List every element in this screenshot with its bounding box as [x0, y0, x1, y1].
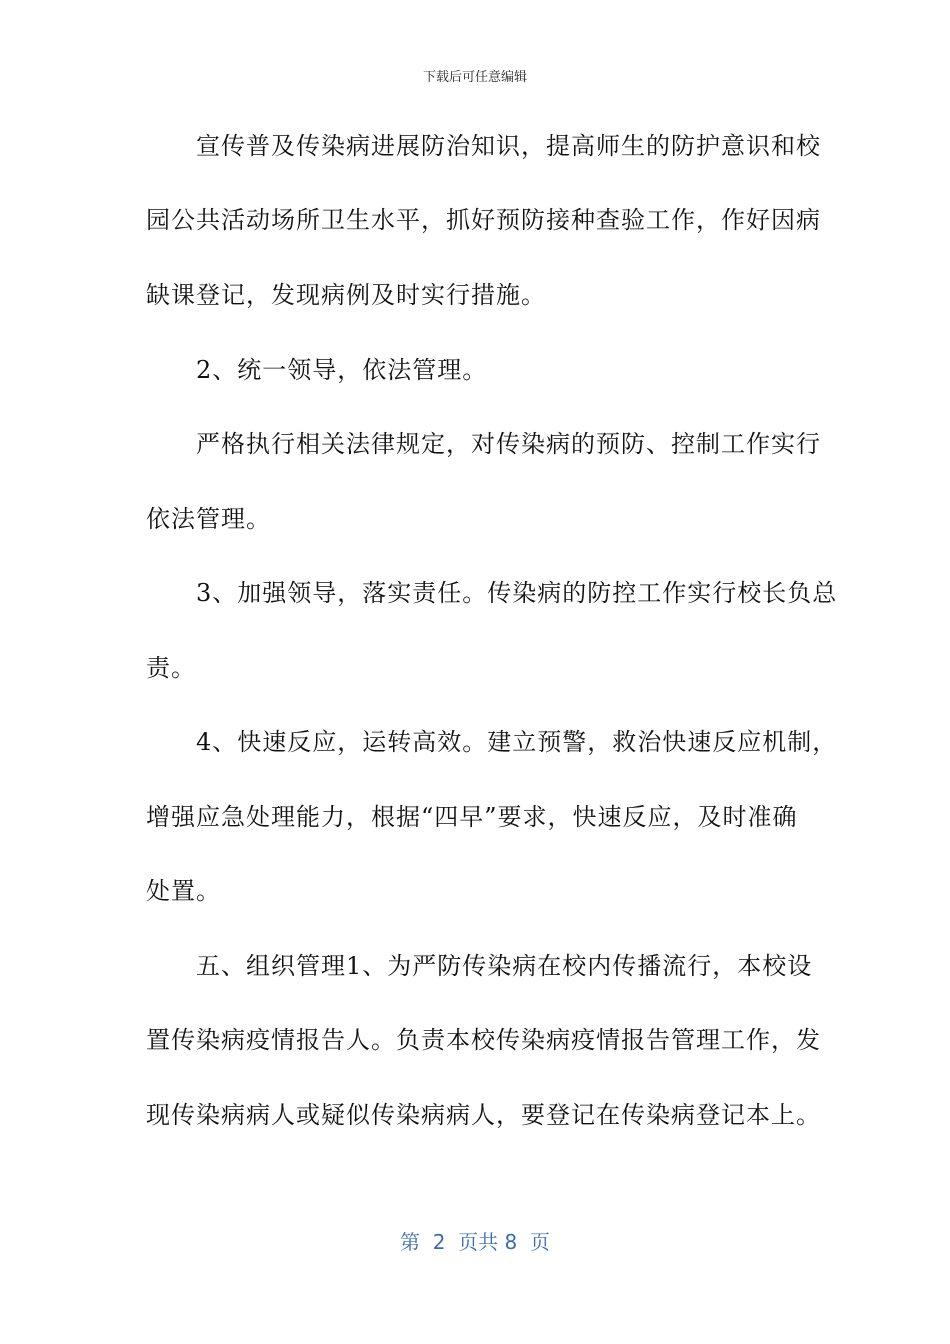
page-header-note: 下载后可任意编辑	[422, 70, 527, 85]
body-line-13: 置传染病疫情报告人。负责本校传染病疫情报告管理工作，发	[146, 1026, 821, 1054]
body-line-1: 宣传普及传染病进展防治知识，提高师生的防护意识和校	[146, 132, 821, 160]
body-line-10: 增强应急处理能力，根据“四早”要求，快速反应，及时准确	[146, 803, 798, 831]
page-number-footer: 第 2 页共 8 页	[400, 1230, 550, 1254]
body-line-8: 责。	[146, 654, 196, 682]
body-line-11: 处置。	[146, 877, 221, 905]
body-line-14: 现传染病病人或疑似传染病病人，要登记在传染病登记本上。	[146, 1101, 821, 1129]
body-line-4: 2、统一领导，依法管理。	[146, 356, 488, 384]
body-line-3: 缺课登记，发现病例及时实行措施。	[146, 281, 546, 309]
body-line-9: 4、快速反应，运转高效。建立预警，救治快速反应机制，	[146, 728, 838, 756]
body-line-7: 3、加强领导，落实责任。传染病的防控工作实行校长负总	[146, 579, 838, 607]
body-line-2: 园公共活动场所卫生水平，抓好预防接种查验工作，作好因病	[146, 206, 821, 234]
body-line-12: 五、组织管理1、为严防传染病在校内传播流行，本校设	[146, 952, 813, 980]
body-line-6: 依法管理。	[146, 505, 271, 533]
body-line-5: 严格执行相关法律规定，对传染病的预防、控制工作实行	[146, 430, 821, 458]
